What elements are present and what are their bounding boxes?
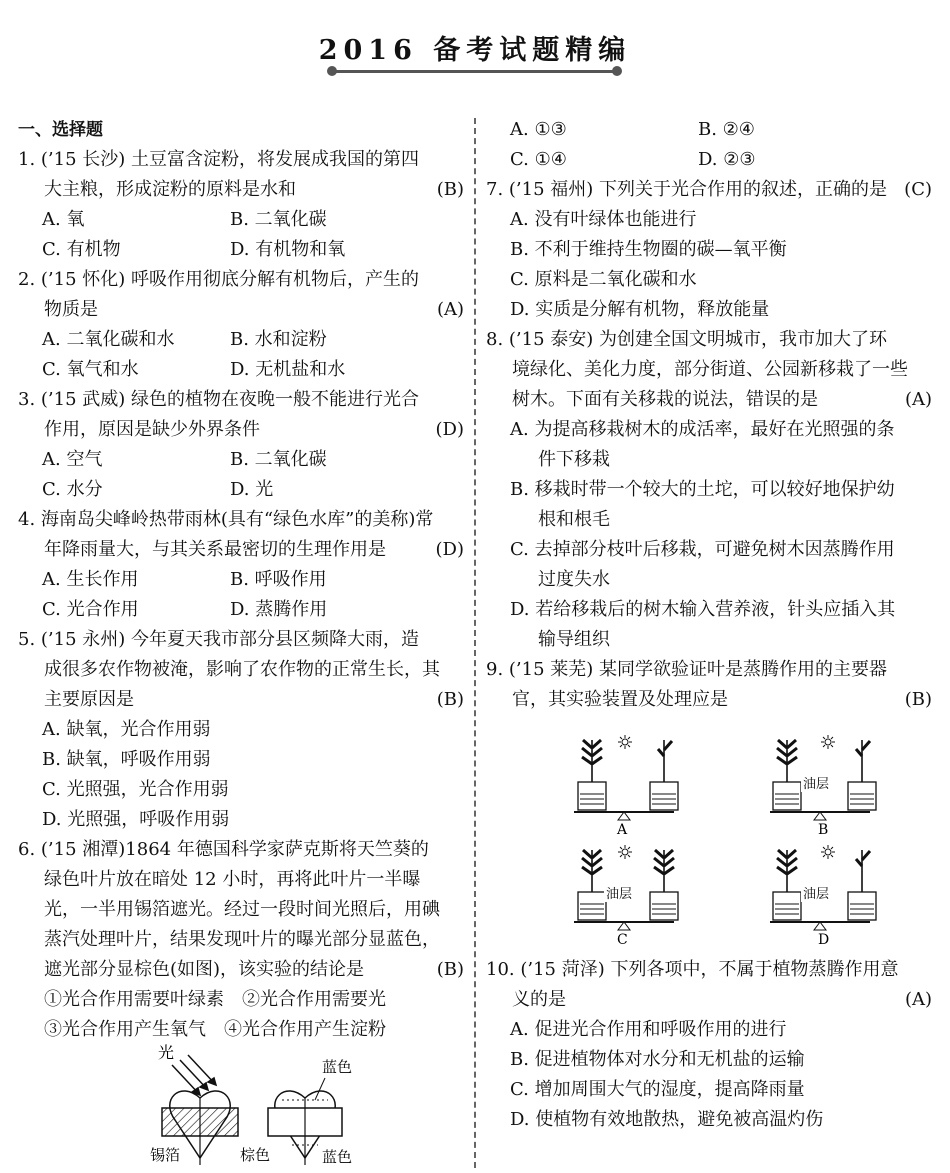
option-text: B. 水和淀粉 <box>230 329 327 350</box>
answer-mark: (B) <box>436 179 464 200</box>
option-text: D. 光 <box>230 479 274 500</box>
option-row <box>18 445 464 475</box>
line-text: A. 促进光合作用和呼吸作用的进行 <box>510 1019 787 1040</box>
line-text: 蒸汽处理叶片，结果发现叶片的曝光部分显蓝色， <box>44 929 440 950</box>
setup-b <box>770 735 876 838</box>
option-text: C. 水分 <box>42 479 103 500</box>
text-line <box>486 475 932 505</box>
line-text: 1. (’15 长沙) 土豆富含淀粉，将发展成我国的第四 <box>18 149 420 170</box>
text-line <box>486 235 932 265</box>
option-text: D. ②③ <box>698 149 756 170</box>
option-text: B. 呼吸作用 <box>230 569 327 590</box>
answer-mark: (D) <box>435 419 464 440</box>
text-line <box>486 205 932 235</box>
line-text: D. 实质是分解有机物，释放能量 <box>510 299 770 320</box>
option-row <box>18 475 464 505</box>
answer-mark: (A) <box>904 989 932 1010</box>
answer-mark: (A) <box>436 299 464 320</box>
line-text: 作用，原因是缺少外界条件 <box>44 419 260 440</box>
text-line <box>18 715 464 745</box>
option-row <box>18 595 464 625</box>
text-line <box>486 265 932 295</box>
option-text: A. 生长作用 <box>42 569 139 590</box>
right-column-q10 <box>486 955 932 1135</box>
line-text: 物质是 <box>44 299 98 320</box>
text-line <box>18 295 464 325</box>
underline-dot-left <box>327 66 337 76</box>
line-text: 年降雨量大，与其关系最密切的生理作用是 <box>44 539 386 560</box>
text-line <box>18 625 464 655</box>
option-row <box>486 115 932 145</box>
option-text: A. ①③ <box>510 119 567 140</box>
blue-top-label: 蓝色 <box>322 1058 353 1076</box>
line-text: 8. (’15 泰安) 为创建全国文明城市，我市加大了环 <box>486 329 888 350</box>
option-text: B. 二氧化碳 <box>230 209 327 230</box>
line-text: 树木。下面有关移栽的说法，错误的是 <box>512 389 818 410</box>
light-label: 光 <box>158 1043 175 1062</box>
text-line <box>486 355 932 385</box>
text-line <box>486 1045 932 1075</box>
text-line <box>486 385 932 415</box>
line-text: ①光合作用需要叶绿素 ②光合作用需要光 <box>44 989 386 1010</box>
line-text: A. 为提高移栽树木的成活率，最好在光照强的条 <box>510 419 895 440</box>
line-text: 遮光部分显棕色(如图)，该实验的结论是 <box>44 959 365 980</box>
line-text: 绿色叶片放在暗处 12 小时，再将此叶片一半曝 <box>44 869 421 890</box>
foil-label: 锡箔 <box>150 1146 181 1164</box>
text-line <box>18 385 464 415</box>
line-text: 光，一半用锡箔遮光。经过一段时间光照后，用碘 <box>44 899 440 920</box>
text-line <box>486 175 932 205</box>
line-text: C. 光照强，光合作用弱 <box>42 779 229 800</box>
option-row <box>486 145 932 175</box>
text-line <box>486 595 932 625</box>
line-text: 成很多农作物被淹，影响了农作物的正常生长，其 <box>44 659 440 680</box>
line-text: 一、选择题 <box>18 120 103 140</box>
line-text: 2. (’15 怀化) 呼吸作用彻底分解有机物后，产生的 <box>18 269 420 290</box>
line-text: 7. (’15 福州) 下列关于光合作用的叙述，正确的是 <box>486 179 888 200</box>
option-text: D. 有机物和氧 <box>230 239 346 260</box>
label-b: B <box>818 822 829 838</box>
line-text: B. 缺氧，呼吸作用弱 <box>42 749 211 770</box>
option-text: C. 有机物 <box>42 239 121 260</box>
underline-dot-right <box>612 66 622 76</box>
light-arrows-icon <box>172 1055 216 1095</box>
text-line <box>18 895 464 925</box>
option-text: B. 二氧化碳 <box>230 449 327 470</box>
answer-mark: (A) <box>904 389 932 410</box>
text-line <box>18 925 464 955</box>
answer-mark: (B) <box>436 959 464 980</box>
text-line <box>18 865 464 895</box>
option-row <box>18 355 464 385</box>
plant-experiment-figure <box>570 730 880 950</box>
left-column <box>18 115 464 1045</box>
option-row <box>18 235 464 265</box>
line-text: B. 移栽时带一个较大的土坨，可以较好地保护幼 <box>510 479 895 500</box>
page-title: 2016 备考试题精编 <box>318 35 632 66</box>
line-text: 义的是 <box>512 989 566 1010</box>
text-line <box>18 955 464 985</box>
answer-mark: (D) <box>435 539 464 560</box>
label-a: A <box>617 822 628 838</box>
setup-c <box>574 845 678 948</box>
line-text: 4. 海南岛尖峰岭热带雨林(具有“绿色水库”的美称)常 <box>18 509 434 530</box>
text-line <box>486 535 932 565</box>
line-text: C. 增加周围大气的湿度，提高降雨量 <box>510 1079 805 1100</box>
text-line <box>18 505 464 535</box>
text-line <box>18 685 464 715</box>
page-header <box>0 28 950 67</box>
line-text: 5. (’15 永州) 今年夏天我市部分县区频降大雨，造 <box>18 629 420 650</box>
line-text: C. 原料是二氧化碳和水 <box>510 269 697 290</box>
text-line <box>486 415 932 445</box>
line-text: D. 若给移栽后的树木输入营养液，针头应插入其 <box>510 599 896 620</box>
label-c: C <box>617 932 628 948</box>
line-text: 主要原因是 <box>44 689 134 710</box>
line-text: A. 缺氧，光合作用弱 <box>42 719 211 740</box>
text-line <box>486 985 932 1015</box>
line-text: 过度失水 <box>538 569 610 590</box>
oil-label-b: 油层 <box>803 777 830 792</box>
option-row <box>18 565 464 595</box>
text-line <box>18 985 464 1015</box>
answer-mark: (B) <box>904 689 932 710</box>
text-line <box>18 835 464 865</box>
text-line <box>486 1075 932 1105</box>
text-line <box>486 295 932 325</box>
line-text: 6. (’15 湘潭)1864 年德国科学家萨克斯将天竺葵的 <box>18 839 429 860</box>
text-line <box>486 445 932 475</box>
blue-bottom-label: 蓝色 <box>322 1148 353 1165</box>
line-text: A. 没有叶绿体也能进行 <box>510 209 697 230</box>
leaf-experiment-figure <box>150 1040 380 1165</box>
setup-a <box>574 735 678 838</box>
oil-label-c: 油层 <box>606 887 633 902</box>
line-text: 件下移栽 <box>538 449 610 470</box>
answer-mark: (B) <box>436 689 464 710</box>
line-text: 3. (’15 武威) 绿色的植物在夜晚一般不能进行光合 <box>18 389 420 410</box>
line-text: 官，其实验装置及处理应是 <box>512 689 728 710</box>
text-line <box>18 265 464 295</box>
text-line <box>486 505 932 535</box>
option-text: C. 氧气和水 <box>42 359 139 380</box>
text-line <box>18 145 464 175</box>
line-text: ③光合作用产生氧气 ④光合作用产生淀粉 <box>44 1019 386 1040</box>
option-row <box>18 205 464 235</box>
brown-label: 棕色 <box>240 1146 271 1164</box>
line-text: 输导组织 <box>538 629 610 650</box>
column-divider <box>474 118 476 1168</box>
line-text: 9. (’15 莱芜) 某同学欲验证叶是蒸腾作用的主要器 <box>486 659 888 680</box>
section-heading <box>18 115 464 145</box>
line-text: 10. (’15 菏泽) 下列各项中，不属于植物蒸腾作用意 <box>486 959 899 980</box>
option-text: D. 蒸腾作用 <box>230 599 328 620</box>
text-line <box>18 775 464 805</box>
text-line <box>486 325 932 355</box>
right-column <box>486 115 932 715</box>
text-line <box>18 175 464 205</box>
option-text: A. 空气 <box>42 449 103 470</box>
text-line <box>486 625 932 655</box>
text-line <box>486 1105 932 1135</box>
text-line <box>486 1015 932 1045</box>
text-line <box>486 655 932 685</box>
line-text: D. 使植物有效地散热，避免被高温灼伤 <box>510 1109 824 1130</box>
text-line <box>486 565 932 595</box>
line-text: 根和根毛 <box>538 509 610 530</box>
option-text: A. 氧 <box>42 209 85 230</box>
text-line <box>18 535 464 565</box>
line-text: 境绿化、美化力度，部分街道、公园新移栽了一些 <box>512 359 908 380</box>
text-line <box>486 685 932 715</box>
text-line <box>18 415 464 445</box>
option-text: A. 二氧化碳和水 <box>42 329 175 350</box>
option-row <box>18 325 464 355</box>
text-line <box>18 655 464 685</box>
oil-label-d: 油层 <box>803 887 830 902</box>
option-text: B. ②④ <box>698 119 755 140</box>
title-underline <box>332 70 617 73</box>
line-text: D. 光照强，呼吸作用弱 <box>42 809 230 830</box>
text-line <box>18 745 464 775</box>
line-text: 大主粮，形成淀粉的原料是水和 <box>44 179 296 200</box>
line-text: B. 不利于维持生物圈的碳—氧平衡 <box>510 239 787 260</box>
option-text: D. 无机盐和水 <box>230 359 346 380</box>
answer-mark: (C) <box>904 179 932 200</box>
line-text: C. 去掉部分枝叶后移栽，可避免树木因蒸腾作用 <box>510 539 895 560</box>
option-text: C. ①④ <box>510 149 567 170</box>
label-d: D <box>818 932 830 948</box>
text-line <box>486 955 932 985</box>
text-line <box>18 805 464 835</box>
option-text: C. 光合作用 <box>42 599 139 620</box>
setup-d <box>770 845 876 948</box>
line-text: B. 促进植物体对水分和无机盐的运输 <box>510 1049 805 1070</box>
